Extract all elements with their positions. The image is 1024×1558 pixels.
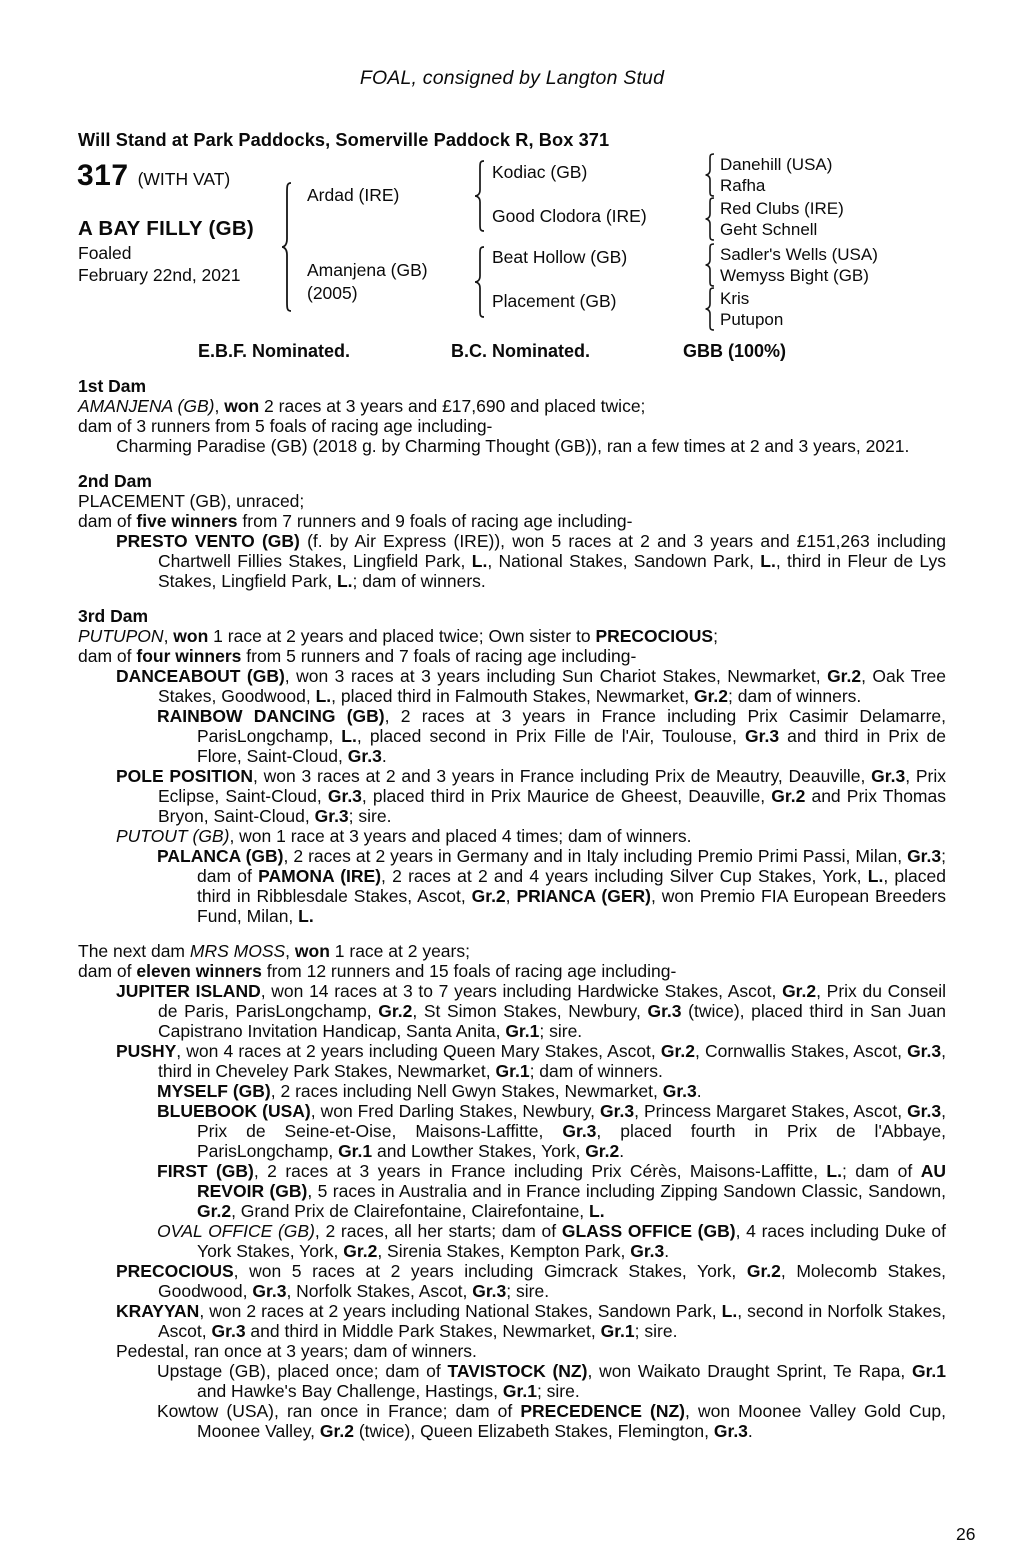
- bold-text: Gr.2: [693, 686, 729, 706]
- bold-text: Gr.1: [495, 1061, 530, 1081]
- plain-text: from 7 runners and 9 foals of racing age including-: [237, 511, 633, 531]
- plain-text: from 12 runners and 15 foals of racing age including-: [261, 961, 677, 981]
- plain-text: (f. by Air Express (IRE)), won 5 races at 2 and 3 years and £151,263 including Chartwell Fillies Stakes, Lingfield Park,: [158, 531, 946, 571]
- bold-text: L.: [336, 571, 353, 591]
- plain-text: , Prix du Conseil de Paris, ParisLongchamp,: [158, 981, 946, 1021]
- plain-text: dam of: [78, 646, 137, 666]
- plain-text: and Hawke's Bay Challenge, Hastings,: [197, 1381, 503, 1401]
- bold-text: Gr.2: [378, 1001, 413, 1021]
- bold-text: Gr.3: [472, 1281, 507, 1301]
- plain-text: , St Simon Stakes, Newbury,: [412, 1001, 648, 1021]
- bold-text: Gr.1: [338, 1141, 373, 1161]
- plain-text: from 5 runners and 7 foals of racing age including-: [241, 646, 637, 666]
- bold-text: DANCEABOUT (GB): [116, 666, 285, 686]
- bold-text: POLE POSITION: [116, 766, 254, 786]
- pedigree-paragraph: [78, 981, 946, 1041]
- bold-text: L.: [315, 686, 332, 706]
- bold-text: Gr.3: [314, 806, 349, 826]
- pedigree-table: [0, 155, 1024, 345]
- plain-text: , won Premio FIA European Breeders Fund, Milan,: [197, 886, 947, 926]
- italic-text: AMANJENA (GB): [78, 396, 215, 416]
- bold-text: RAINBOW DANCING (GB): [157, 706, 385, 726]
- plain-text: , won 2 races at 2 years including National Stakes, Sandown Park,: [199, 1301, 722, 1321]
- plain-text: , won 5 races at 2 years including Gimcrack Stakes, York,: [233, 1261, 747, 1281]
- italic-text: PUTOUT (GB): [116, 826, 230, 846]
- plain-text: ; dam of: [197, 846, 946, 886]
- pedigree-brace: [472, 160, 486, 232]
- bold-text: TAVISTOCK (NZ): [447, 1361, 588, 1381]
- pedigree-paragraph: [78, 436, 946, 456]
- pedigree-brace: [702, 153, 716, 197]
- bold-text: L.: [760, 551, 776, 571]
- bold-text: L.: [298, 906, 314, 926]
- bold-text: Gr.2: [319, 1421, 354, 1441]
- pedigree-paragraph: [78, 1161, 946, 1221]
- plain-text: , placed third in Falmouth Stakes, Newmarket,: [331, 686, 694, 706]
- plain-text: Charming Paradise (GB) (2018 g. by Charming Thought (GB)), ran a few times at 2 and 3 years, 2021.: [116, 436, 910, 456]
- bold-text: FIRST (GB): [157, 1161, 254, 1181]
- bold-text: Gr.1: [502, 1381, 537, 1401]
- plain-text: .: [664, 1241, 670, 1261]
- bold-text: Gr.2: [771, 786, 806, 806]
- italic-text: MRS MOSS: [189, 941, 286, 961]
- plain-text: , Cornwallis Stakes, Ascot,: [694, 1041, 908, 1061]
- dam-name: Amanjena (GB): [307, 260, 428, 280]
- bold-text: BLUEBOOK (USA): [157, 1101, 311, 1121]
- bold-text: AU REVOIR (GB): [197, 1161, 946, 1201]
- plain-text: ; sire.: [506, 1281, 550, 1301]
- grandparent-name: Good Clodora (IRE): [492, 206, 647, 226]
- bold-text: L.: [589, 1201, 605, 1221]
- pedigree-paragraph: [78, 941, 946, 961]
- plain-text: , 4 races including Duke of York Stakes, York,: [197, 1221, 946, 1261]
- plain-text: , 2 races at 3 years in France including Prix Cérès, Maisons-Laffitte,: [253, 1161, 827, 1181]
- plain-text: , 2 races at 2 years in Germany and in Italy including Premio Primi Passi, Milan,: [283, 846, 908, 866]
- plain-text: , 2 races including Nell Gwyn Stakes, Newmarket,: [270, 1081, 663, 1101]
- plain-text: , Grand Prix de Clairefontaine, Clairefontaine,: [231, 1201, 590, 1221]
- plain-text: .: [619, 1141, 625, 1161]
- dam-section: [78, 941, 946, 1441]
- bold-text: Gr.3: [600, 1101, 635, 1121]
- plain-text: Upstage (GB), placed once; dam of: [157, 1361, 448, 1381]
- bold-text: Gr.2: [746, 1261, 781, 1281]
- plain-text: .: [696, 1081, 702, 1101]
- plain-text: ; sire.: [348, 806, 392, 826]
- sire-name: Ardad (IRE): [307, 185, 400, 205]
- nomination-item: GBB (100%): [683, 341, 787, 361]
- pedigree-paragraph: [78, 666, 946, 706]
- plain-text: 2 races at 3 years and £17,690 and placed twice;: [259, 396, 646, 416]
- section-heading: 3rd Dam: [78, 606, 149, 626]
- pedigree-paragraph: [78, 396, 946, 416]
- pedigree-paragraph: [78, 416, 946, 436]
- great-grandparent-name: Sadler's Wells (USA): [720, 245, 878, 264]
- pedigree-paragraph: [78, 531, 946, 591]
- plain-text: 1 race at 2 years and placed twice; Own sister to: [208, 626, 596, 646]
- plain-text: and third in Prix de Flore, Saint-Cloud,: [197, 726, 946, 766]
- foaled-date: February 22nd, 2021: [78, 265, 241, 285]
- bold-text: Gr.1: [505, 1021, 540, 1041]
- pedigree-paragraph: [78, 1261, 946, 1301]
- bold-text: Gr.2: [343, 1241, 378, 1261]
- pedigree-brace: [702, 287, 716, 331]
- bold-text: won: [173, 626, 209, 646]
- plain-text: , placed third in Prix Maurice de Gheest, Deauville,: [361, 786, 772, 806]
- pedigree-brace: [472, 246, 486, 318]
- pedigree-paragraph: [78, 1221, 946, 1261]
- bold-text: Gr.3: [907, 1101, 942, 1121]
- bold-text: L.: [826, 1161, 842, 1181]
- plain-text: and Prix Thomas Bryon, Saint-Cloud,: [158, 786, 946, 826]
- bold-text: Gr.1: [600, 1321, 635, 1341]
- great-grandparent-name: Wemyss Bight (GB): [720, 266, 869, 285]
- pedigree-paragraph: [78, 826, 946, 846]
- bold-text: PAMONA (IRE): [258, 866, 382, 886]
- bold-text: Gr.3: [347, 746, 382, 766]
- bold-text: PRECOCIOUS: [595, 626, 714, 646]
- pedigree-brace: [702, 243, 716, 287]
- plain-text: , 2 races, all her starts; dam of: [314, 1221, 562, 1241]
- bold-text: Gr.3: [745, 726, 780, 746]
- bold-text: Gr.2: [827, 666, 862, 686]
- bold-text: Gr.2: [660, 1041, 695, 1061]
- great-grandparent-name: Danehill (USA): [720, 155, 833, 174]
- plain-text: and Lowther Stakes, York,: [372, 1141, 586, 1161]
- bold-text: Gr.3: [871, 766, 906, 786]
- bold-text: won: [224, 396, 260, 416]
- plain-text: ; sire.: [539, 1021, 583, 1041]
- plain-text: , placed third in Ribblesdale Stakes, Ascot,: [197, 866, 946, 906]
- plain-text: , Sirenia Stakes, Kempton Park,: [377, 1241, 631, 1261]
- plain-text: , placed second in Prix Fille de l'Air, Toulouse,: [356, 726, 745, 746]
- bold-text: PRIANCA (GER): [516, 886, 651, 906]
- nominations-line: [0, 341, 1024, 363]
- foaled-label: Foaled: [78, 243, 132, 263]
- bold-text: Gr.3: [907, 846, 942, 866]
- plain-text: , won Moonee Valley Gold Cup, Moonee Valley,: [197, 1401, 946, 1441]
- section-heading: 2nd Dam: [78, 471, 152, 491]
- plain-text: , won 4 races at 2 years including Queen Mary Stakes, Ascot,: [176, 1041, 661, 1061]
- bold-text: Gr.3: [562, 1121, 597, 1141]
- plain-text: .: [381, 746, 387, 766]
- bold-text: L.: [341, 726, 357, 746]
- pedigree-paragraph: [78, 646, 946, 666]
- bold-text: won: [294, 941, 330, 961]
- pedigree-paragraph: [78, 1301, 946, 1341]
- plain-text: ;: [713, 626, 718, 646]
- plain-text: , 5 races in Australia and in France including Zipping Sandown Classic, Sandown,: [307, 1181, 946, 1201]
- great-grandparent-name: Kris: [720, 289, 750, 308]
- bold-text: Gr.3: [713, 1421, 748, 1441]
- plain-text: (twice), placed third in San Juan Capistrano Invitation Handicap, Santa Anita,: [158, 1001, 946, 1041]
- pedigree-paragraph: [78, 706, 946, 766]
- plain-text: 1 race at 2 years;: [329, 941, 470, 961]
- lot-row: [77, 159, 230, 193]
- dam-section: [78, 606, 946, 926]
- section-heading: 1st Dam: [78, 376, 147, 396]
- bold-text: L.: [867, 866, 884, 886]
- plain-text: ; dam of winners.: [529, 1061, 663, 1081]
- bold-text: PRECEDENCE (NZ): [520, 1401, 686, 1421]
- bold-text: PALANCA (GB): [157, 846, 284, 866]
- bold-text: GLASS OFFICE (GB): [561, 1221, 736, 1241]
- bold-text: five winners: [136, 511, 238, 531]
- plain-text: , Prix Eclipse, Saint-Cloud,: [158, 766, 946, 806]
- bold-text: Gr.2: [197, 1201, 232, 1221]
- bold-text: eleven winners: [136, 961, 262, 981]
- plain-text: dam of: [78, 511, 137, 531]
- bold-text: Gr.3: [907, 1041, 942, 1061]
- nomination-item: E.B.F. Nominated.: [198, 341, 351, 361]
- page-number: 26: [956, 1524, 976, 1544]
- plain-text: , won 14 races at 3 to 7 years including Hardwicke Stakes, Ascot,: [260, 981, 783, 1001]
- pedigree-paragraph: [78, 1041, 946, 1081]
- pedigree-paragraph: [78, 491, 946, 511]
- bold-text: L.: [721, 1301, 738, 1321]
- bold-text: PRECOCIOUS: [116, 1261, 234, 1281]
- plain-text: , Prix de Seine-et-Oise, Maisons-Laffitte,: [197, 1101, 946, 1141]
- bold-text: Gr.2: [585, 1141, 620, 1161]
- bold-text: Gr.3: [252, 1281, 287, 1301]
- grandparent-name: Kodiac (GB): [492, 162, 588, 182]
- plain-text: , Norfolk Stakes, Ascot,: [286, 1281, 473, 1301]
- dam-year: (2005): [307, 283, 358, 303]
- plain-text: ; sire.: [634, 1321, 678, 1341]
- plain-text: , won 3 races at 3 years including Sun Chariot Stakes, Newmarket,: [284, 666, 828, 686]
- bold-text: L.: [471, 551, 488, 571]
- plain-text: ; dam of winners.: [728, 686, 862, 706]
- great-grandparent-name: Geht Schnell: [720, 220, 818, 239]
- bold-text: MYSELF (GB): [157, 1081, 271, 1101]
- plain-text: , 2 races at 3 years in France including Prix Casimir Delamarre, ParisLongchamp,: [197, 706, 946, 746]
- pedigree-paragraph: [78, 626, 946, 646]
- grandparent-name: Placement (GB): [492, 291, 617, 311]
- plain-text: , second in Norfolk Stakes, Ascot,: [158, 1301, 947, 1341]
- pedigree-paragraph: [78, 1361, 946, 1401]
- bold-text: four winners: [136, 646, 242, 666]
- plain-text: ,: [285, 941, 295, 961]
- plain-text: , National Stakes, Sandown Park,: [487, 551, 761, 571]
- plain-text: , third in Fleur de Lys Stakes, Lingfield Park,: [158, 551, 946, 591]
- plain-text: The next dam: [78, 941, 190, 961]
- dam-section: [78, 376, 946, 456]
- plain-text: , won Fred Darling Stakes, Newbury,: [310, 1101, 601, 1121]
- pedigree-paragraph: [78, 1101, 946, 1161]
- pedigree-paragraph: [78, 511, 946, 531]
- plain-text: , Princess Margaret Stakes, Ascot,: [634, 1101, 908, 1121]
- italic-text: PUTUPON: [78, 626, 164, 646]
- plain-text: , Oak Tree Stakes, Goodwood,: [158, 666, 946, 706]
- plain-text: , 2 races at 2 and 4 years including Silver Cup Stakes, York,: [381, 866, 868, 886]
- great-grandparent-name: Rafha: [720, 176, 766, 195]
- pedigree-paragraph: [78, 1401, 946, 1441]
- plain-text: (twice), Queen Elizabeth Stakes, Flemington,: [353, 1421, 714, 1441]
- pedigree-brace: [279, 182, 293, 312]
- pedigree-paragraph: [78, 766, 946, 826]
- bold-text: PRESTO VENTO (GB): [116, 531, 300, 551]
- plain-text: ,: [163, 626, 174, 646]
- bold-text: Gr.3: [211, 1321, 246, 1341]
- great-grandparent-name: Putupon: [720, 310, 784, 329]
- plain-text: PLACEMENT (GB), unraced;: [78, 491, 305, 511]
- dam-sections: [78, 376, 946, 1441]
- vat-note: (WITH VAT): [137, 169, 231, 189]
- plain-text: Pedestal, ran once at 3 years; dam of winners.: [116, 1341, 477, 1361]
- italic-text: OVAL OFFICE (GB): [157, 1221, 315, 1241]
- bold-text: Gr.3: [327, 786, 362, 806]
- pedigree-paragraph: [78, 961, 946, 981]
- bold-text: Gr.2: [782, 981, 817, 1001]
- dam-section: [78, 471, 946, 591]
- plain-text: ,: [214, 396, 225, 416]
- pedigree-brace: [702, 197, 716, 241]
- plain-text: Kowtow (USA), ran once in France; dam of: [157, 1401, 521, 1421]
- plain-text: and third in Middle Park Stakes, Newmarket,: [245, 1321, 601, 1341]
- plain-text: ; dam of: [841, 1161, 921, 1181]
- bold-text: Gr.3: [662, 1081, 697, 1101]
- lot-number: 317: [77, 159, 129, 192]
- bold-text: Gr.3: [630, 1241, 665, 1261]
- plain-text: , won Waikato Draught Sprint, Te Rapa,: [587, 1361, 912, 1381]
- pedigree-paragraph: [78, 1081, 946, 1101]
- plain-text: , won 1 race at 3 years and placed 4 times; dam of winners.: [229, 826, 692, 846]
- pedigree-paragraph: [78, 1341, 946, 1361]
- plain-text: ; sire.: [536, 1381, 580, 1401]
- stand-location-line: Will Stand at Park Paddocks, Somerville Paddock R, Box 371: [78, 130, 610, 150]
- plain-text: dam of 3 runners from 5 foals of racing age including-: [78, 416, 493, 436]
- bold-text: JUPITER ISLAND: [116, 981, 261, 1001]
- plain-text: , Molecomb Stakes, Goodwood,: [158, 1261, 947, 1301]
- horse-name: A BAY FILLY (GB): [78, 217, 255, 240]
- plain-text: ; dam of winners.: [352, 571, 486, 591]
- nomination-item: B.C. Nominated.: [451, 341, 591, 361]
- plain-text: , placed fourth in Prix de l'Abbaye, ParisLongchamp,: [197, 1121, 946, 1161]
- plain-text: ,: [505, 886, 517, 906]
- plain-text: , third in Cheveley Park Stakes, Newmarket,: [158, 1041, 946, 1081]
- plain-text: dam of: [78, 961, 137, 981]
- bold-text: PUSHY: [116, 1041, 177, 1061]
- bold-text: Gr.1: [911, 1361, 947, 1381]
- page-title: FOAL, consigned by Langton Stud: [359, 67, 665, 89]
- grandparent-name: Beat Hollow (GB): [492, 247, 628, 267]
- plain-text: , won 3 races at 2 and 3 years in France including Prix de Meautry, Deauville,: [253, 766, 872, 786]
- bold-text: KRAYYAN: [116, 1301, 200, 1321]
- great-grandparent-name: Red Clubs (IRE): [720, 199, 844, 218]
- bold-text: Gr.3: [647, 1001, 682, 1021]
- plain-text: .: [747, 1421, 753, 1441]
- bold-text: Gr.2: [471, 886, 506, 906]
- pedigree-paragraph: [78, 846, 946, 926]
